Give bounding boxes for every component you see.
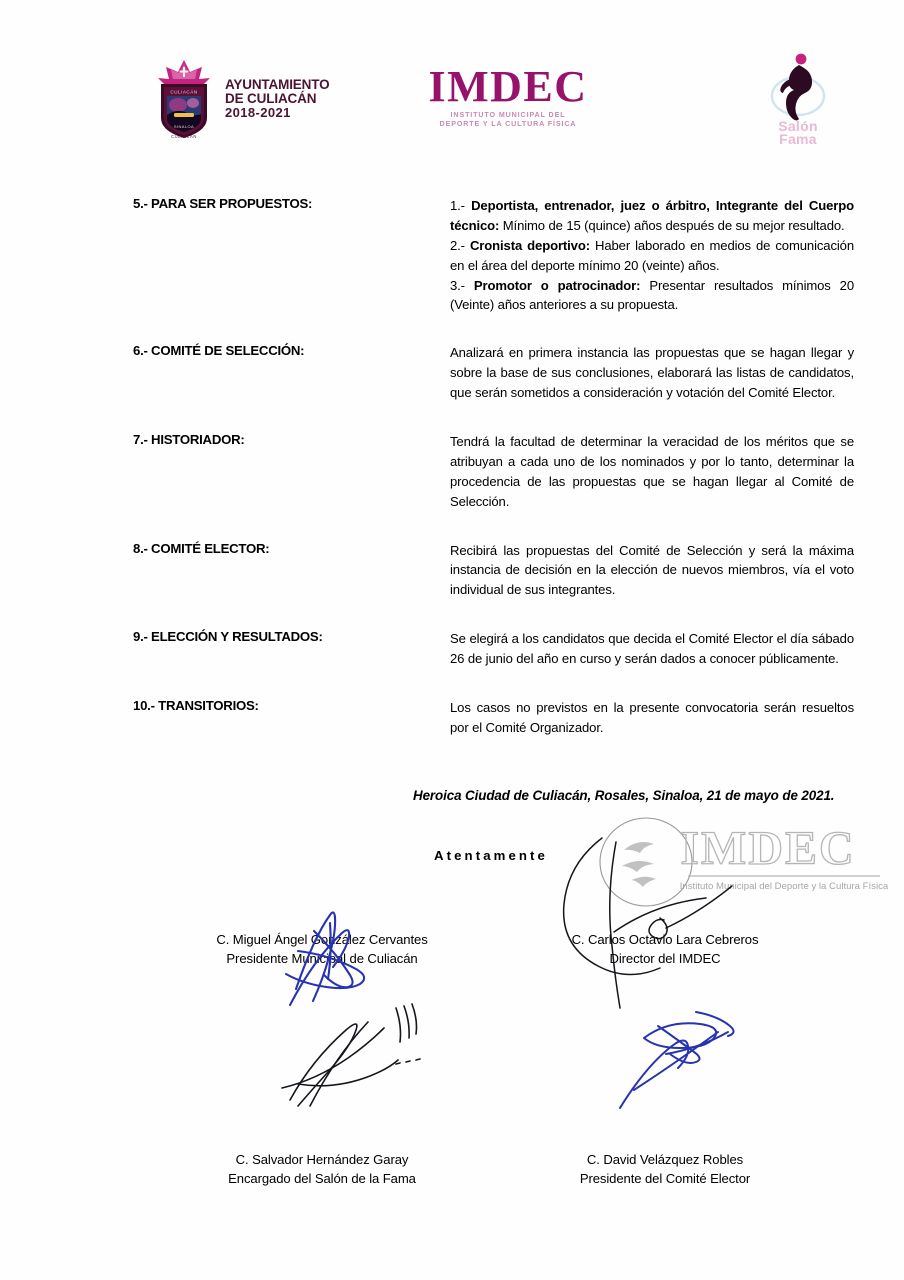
place-and-date: Heroica Ciudad de Culiacán, Rosales, Sinaloa, 21 de mayo de 2021. bbox=[413, 788, 835, 803]
svg-text:CULIACÁN: CULIACÁN bbox=[170, 89, 198, 95]
document-header bbox=[0, 44, 904, 164]
clause-body bbox=[450, 541, 854, 601]
svg-text:CULIACÁN: CULIACÁN bbox=[171, 134, 197, 139]
signatory-name: C. Miguel Ángel González Cervantes bbox=[216, 932, 428, 947]
salon-fama-line1: Salón bbox=[778, 118, 818, 134]
signature-row bbox=[0, 1040, 904, 1187]
clause-paragraph: Analizará en primera instancia las propuestas que se hagan llegar y sobre la base de sus conclusiones, elaborará las listas de candidatos, que serán sometidos a consideración y votación del Comité Elector. bbox=[450, 345, 854, 401]
signature-row bbox=[0, 930, 904, 1040]
paragraph-lead: 3.- bbox=[450, 277, 474, 293]
clause-body bbox=[450, 698, 854, 738]
clause-paragraph bbox=[450, 236, 854, 276]
imdec-official-stamp bbox=[596, 806, 896, 916]
signatory-name: C. Salvador Hernández Garay bbox=[235, 1152, 409, 1167]
signatory-role: Encargado del Salón de la Fama bbox=[228, 1171, 416, 1187]
signature-block bbox=[470, 930, 860, 969]
signatory-role: Presidente Municipal de Culiacán bbox=[226, 951, 418, 967]
clause-item bbox=[0, 698, 904, 738]
svg-text:SINALOA: SINALOA bbox=[173, 124, 195, 129]
clause-item bbox=[0, 629, 904, 669]
signature-block bbox=[127, 930, 517, 969]
clause-item bbox=[0, 343, 904, 403]
clause-body bbox=[450, 629, 854, 669]
clause-item bbox=[0, 196, 904, 315]
signature-block bbox=[127, 1150, 517, 1189]
ayuntamiento-line1: AYUNTAMIENTO bbox=[225, 76, 330, 92]
clause-heading: 6.- COMITÉ DE SELECCIÓN: bbox=[133, 343, 305, 359]
clause-body bbox=[450, 432, 854, 512]
ayuntamiento-line2: DE CULIACÁN bbox=[225, 91, 317, 107]
signatory-role: Presidente del Comité Elector bbox=[579, 1171, 751, 1187]
imdec-wordmark: IMDEC bbox=[428, 62, 588, 111]
clause-paragraph bbox=[450, 276, 854, 316]
svg-text:Instituto Municipal del Deport: Instituto Municipal del Deporte y la Cultura Física bbox=[679, 881, 889, 892]
clause-item bbox=[0, 541, 904, 601]
clause-heading: 5.- PARA SER PROPUESTOS: bbox=[133, 196, 313, 211]
imdec-subtitle-line1: INSTITUTO MUNICIPAL DEL bbox=[450, 111, 566, 120]
athlete-figure-icon bbox=[752, 50, 844, 124]
clause-heading: 9.- ELECCIÓN Y RESULTADOS: bbox=[133, 629, 323, 645]
clause-paragraph: Se elegirá a los candidatos que decida el Comité Elector el día sábado 26 de junio del año en curso y serán dados a conocer públicamente. bbox=[450, 631, 854, 667]
paragraph-rest: Mínimo de 15 (quince) años después de su mejor resultado. bbox=[499, 217, 845, 233]
paragraph-bold: Deportista, entrenador, juez o árbitro, Integrante del Cuerpo técnico: bbox=[450, 198, 854, 233]
paragraph-lead: 2.- bbox=[450, 237, 470, 253]
clause-paragraph: Los casos no previstos en la presente convocatoria serán resueltos por el Comité Organizador. bbox=[450, 700, 854, 735]
salon-fama-wordmark bbox=[752, 120, 844, 147]
culiacan-coat-of-arms-icon bbox=[152, 58, 216, 140]
clause-body bbox=[450, 343, 854, 403]
imdec-subtitle bbox=[418, 111, 598, 129]
svg-text:IMDEC: IMDEC bbox=[680, 822, 856, 875]
paragraph-rest: Presentar resultados mínimos 20 (Veinte) años anteriores a su propuesta. bbox=[450, 277, 854, 313]
salon-fama-logo bbox=[752, 50, 844, 147]
clause-heading: 7.- HISTORIADOR: bbox=[133, 432, 245, 448]
signature-section bbox=[0, 930, 904, 1187]
ayuntamiento-line3: 2018-2021 bbox=[225, 105, 291, 121]
clause-item bbox=[0, 432, 904, 512]
ayuntamiento-logo bbox=[152, 58, 329, 140]
signatory-role: Director del IMDEC bbox=[609, 951, 721, 967]
ayuntamiento-wordmark bbox=[225, 78, 329, 121]
salutation: Atentamente bbox=[434, 848, 548, 863]
clause-paragraph bbox=[450, 196, 854, 236]
paragraph-bold: Cronista deportivo: bbox=[469, 237, 590, 253]
clause-paragraph: Recibirá las propuestas del Comité de Selección y será la máxima instancia de decisión en la elección de nuevos miembros, vía el voto individual de sus integrantes. bbox=[450, 542, 854, 598]
clause-heading: 8.- COMITÉ ELECTOR: bbox=[133, 540, 270, 556]
clause-paragraph: Tendrá la facultad de determinar la veracidad de los méritos que se atribuyan a cada uno de los nominados y por lo tanto, determinar la procedencia de las propuestas que se hagan llegar al Comité de Selección. bbox=[450, 434, 854, 509]
imdec-subtitle-line2: DEPORTE Y LA CULTURA FÍSICA bbox=[439, 120, 577, 129]
clause-list bbox=[0, 196, 904, 755]
imdec-logo bbox=[418, 62, 598, 129]
signatory-name: C. David Velázquez Robles bbox=[586, 1152, 744, 1167]
paragraph-lead: 1.- bbox=[450, 198, 472, 213]
paragraph-bold: Promotor o patrocinador: bbox=[473, 277, 641, 293]
clause-heading: 10.- TRANSITORIOS: bbox=[133, 698, 259, 714]
paragraph-rest: Haber laborado en medios de comunicación en el área del deporte mínimo 20 (veinte) años. bbox=[450, 237, 854, 273]
signatory-name: C. Carlos Octavio Lara Cebreros bbox=[571, 932, 759, 947]
clause-body bbox=[450, 196, 854, 315]
salon-fama-line2: Fama bbox=[779, 131, 817, 148]
signature-block bbox=[470, 1150, 860, 1189]
